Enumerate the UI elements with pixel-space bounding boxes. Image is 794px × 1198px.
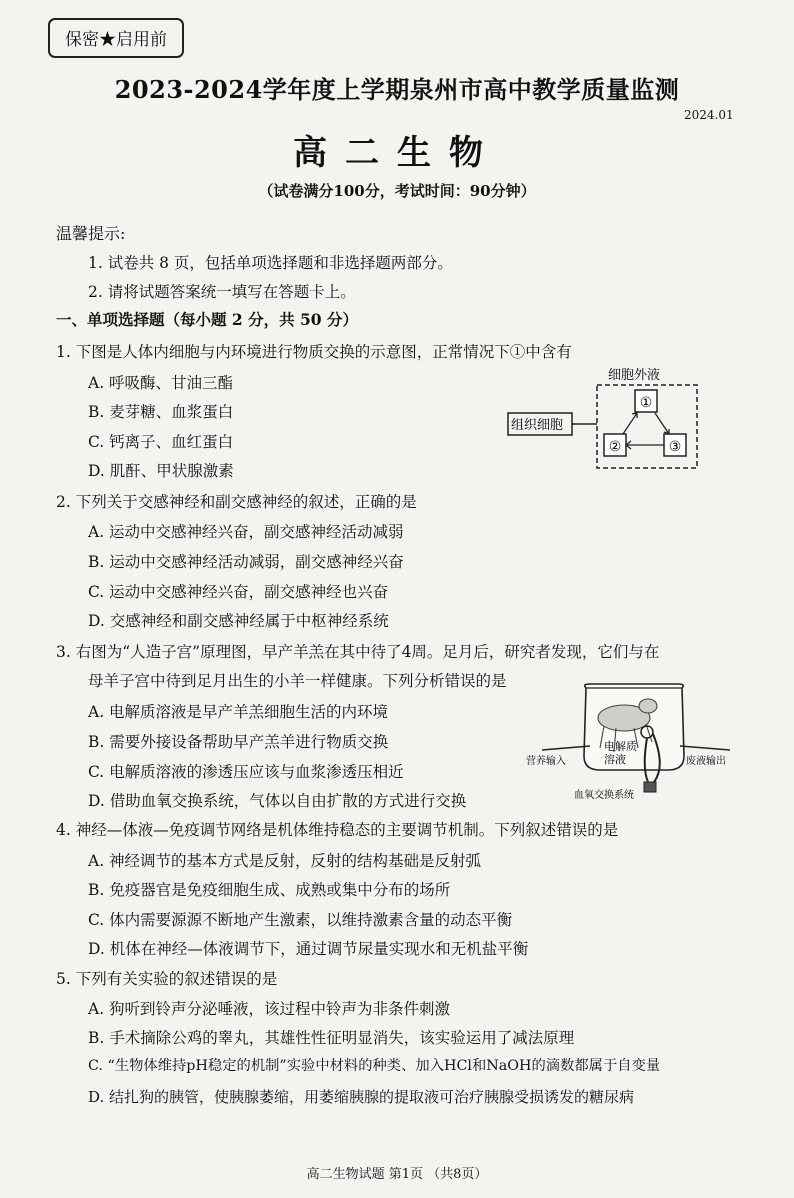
- confidential-stamp: 保密★启用前: [48, 18, 184, 58]
- figure-artificial-womb: [520, 678, 740, 806]
- waste-output-tube: [680, 746, 730, 750]
- option: B. 手术摘除公鸡的睾丸，其雄性性征明显消失，该实验运用了减法原理: [88, 1029, 575, 1047]
- node-1-label: ①: [639, 395, 653, 411]
- solution-label-1: 电解质: [604, 740, 637, 753]
- question-stem: 4. 神经—体液—免疫调节网络是机体维持稳态的主要调节机制。下列叙述错误的是: [56, 821, 619, 839]
- question-stem: 1. 下图是人体内细胞与内环境进行物质交换的示意图，正常情况下①中含有: [56, 343, 572, 361]
- exam-info: （试卷满分100分，考试时间：90分钟）: [258, 182, 536, 200]
- page-footer: 高二生物试题 第1页 （共8页）: [306, 1167, 488, 1182]
- section-heading: 一、单项选择题（每小题 2 分，共 50 分）: [56, 310, 358, 329]
- option: A. 神经调节的基本方式是反射，反射的结构基础是反射弧: [88, 852, 482, 870]
- option: C. 体内需要源源不断地产生激素，以维持激素含量的动态平衡: [88, 911, 513, 929]
- waste-output-label: 废液输出: [686, 756, 726, 767]
- solution-label-2: 溶液: [604, 753, 626, 766]
- option: C. 电解质溶液的渗透压应该与血浆渗透压相近: [88, 763, 404, 781]
- option: D. 结扎狗的胰管，使胰腺萎缩，用萎缩胰腺的提取液可治疗胰腺受损诱发的糖尿病: [88, 1088, 635, 1106]
- option: D. 肌酐、甲状腺激素: [88, 462, 234, 480]
- option: A. 狗听到铃声分泌唾液，该过程中铃声为非条件刺激: [88, 1000, 451, 1018]
- tip-item: 1. 试卷共 8 页，包括单项选择题和非选择题两部分。: [88, 254, 453, 272]
- arrow-2-to-1: [623, 413, 637, 434]
- subject-title: 高二生物: [293, 133, 501, 173]
- option: D. 交感神经和副交感神经属于中枢神经系统: [88, 612, 389, 630]
- node-3-label: ③: [668, 439, 682, 455]
- question-stem-continued: 母羊子宫中待到足月出生的小羊一样健康。下列分析错误的是: [88, 672, 507, 690]
- question-stem: 2. 下列关于交感神经和副交感神经的叙述，正确的是: [56, 493, 417, 511]
- option: C. 运动中交感神经兴奋，副交感神经也兴奋: [88, 583, 389, 601]
- exam-title: 2023-2024学年度上学期泉州市高中教学质量监测: [114, 75, 680, 104]
- option: B. 麦芽糖、血浆蛋白: [88, 403, 234, 421]
- nutrient-input-tube: [542, 746, 590, 750]
- nutrient-input-label: 营养输入: [526, 756, 566, 767]
- option: C. “生物体维持pH稳定的机制”实验中材料的种类、加入HCl和NaOH的滴数都属于自变量: [88, 1058, 661, 1074]
- option: D. 借助血氧交换系统，气体以自由扩散的方式进行交换: [88, 792, 467, 810]
- oxygenator-unit: [644, 782, 656, 792]
- exam-date: 2024.01: [684, 108, 734, 122]
- node-2-label: ②: [608, 439, 622, 455]
- option: D. 机体在神经—体液调节下，通过调节尿量实现水和无机盐平衡: [88, 940, 529, 958]
- arrow-1-to-3: [655, 413, 669, 434]
- option: A. 呼吸酶、甘油三酯: [88, 374, 234, 392]
- question-stem: 3. 右图为“人造子宫”原理图，早产羊羔在其中待了4周。足月后，研究者发现，它们与在: [56, 643, 660, 661]
- option: A. 运动中交感神经兴奋，副交感神经活动减弱: [88, 523, 404, 541]
- question-stem: 5. 下列有关实验的叙述错误的是: [56, 970, 278, 988]
- option: A. 电解质溶液是早产羊羔细胞生活的内环境: [88, 703, 389, 721]
- tips-heading: 温馨提示:: [56, 224, 126, 243]
- oxygen-exchange-label: 血氧交换系统: [574, 790, 634, 801]
- tip-item: 2. 请将试题答案统一填写在答题卡上。: [88, 283, 356, 301]
- tissue-cell-label: 组织细胞: [511, 418, 564, 433]
- option: B. 免疫器官是免疫细胞生成、成熟或集中分布的场所: [88, 881, 451, 899]
- figure-label-extracellular: 细胞外液: [608, 368, 661, 383]
- figure-fluid-exchange: [500, 362, 710, 474]
- option: C. 钙离子、血红蛋白: [88, 433, 234, 451]
- option: B. 需要外接设备帮助早产羔羊进行物质交换: [88, 733, 389, 751]
- option: B. 运动中交感神经活动减弱，副交感神经兴奋: [88, 553, 404, 571]
